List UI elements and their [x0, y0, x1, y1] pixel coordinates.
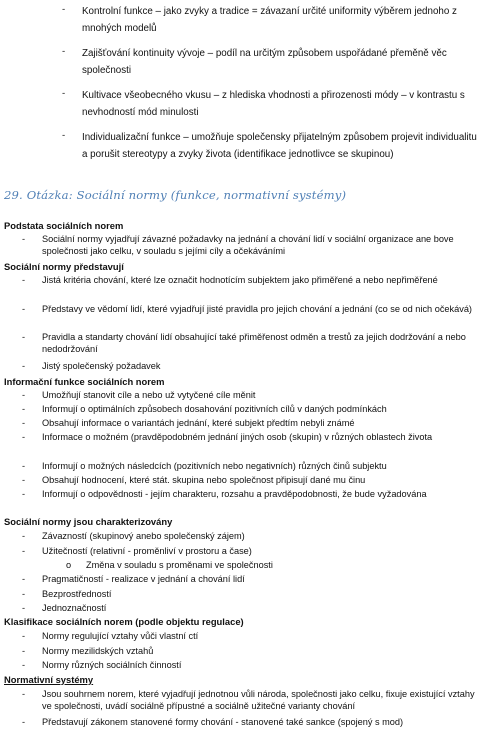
section-title: Informační funkce sociálních norem [4, 376, 165, 387]
list-dash: - [22, 574, 26, 584]
list-item-text: Závazností (skupinový anebo společenský zájem) [42, 531, 245, 541]
list-dash: - [22, 418, 26, 428]
sub-bullet: o [66, 560, 72, 570]
list-item-text: Kultivace všeobecného vkusu – z hlediska vhodnosti a přirozenosti módy – v kontrastu s nevhodností mód minulosti [82, 90, 465, 118]
list-dash: - [62, 88, 66, 99]
list-dash: - [22, 531, 26, 541]
list-item-text: Informují o možných následcích (pozitivních nebo negativních) různých činů subjektu [42, 461, 387, 471]
list-item-text: Představují zákonem stanovené formy chování - stanovené také sankce (spojený s mod) [42, 717, 404, 727]
list-item-text: Informují o optimálních způsobech dosahování pozitivních cílů v daných podmínkách [42, 404, 387, 414]
section-title: Sociální normy představují [4, 261, 124, 272]
section-title: Klasifikace sociálních norem (podle objektu regulace) [4, 616, 244, 627]
list-dash: - [62, 46, 66, 57]
list-dash: - [22, 660, 26, 670]
list-dash: - [22, 275, 26, 285]
list-item-text: Sociální normy vyjadřují závazné požadavky na jednání a chování lidí v sociální organizace ane bove společnosti jako celku, v souladu s jejími cíly a očekáváními [42, 234, 454, 257]
list-item-text: Obsahují informace o variantách jednání, které subjekt předtím nebyli známé [42, 418, 355, 428]
list-item-text: Kontrolní funkce – jako zvyky a tradice = závazaní určité uniformity výběrem jednoho z mnohých modelů [82, 6, 457, 34]
list-dash: - [22, 461, 26, 471]
list-item-text: Informují o odpovědnosti - jejím charakteru, rozsahu a pravděpodobnosti, že bude vyžadována [42, 489, 427, 499]
list-dash: - [22, 475, 26, 485]
list-item-text: Jsou souhrnem norem, které vyjadřují jednotnou vůli národa, společnosti jako celku, fixuje existující vztahy ve společnosti, uvádí sociálně přípustné a sociálně užitečné varianty chování [42, 689, 475, 712]
list-item-text: Zajišťování kontinuity vývoje – podíl na určitým způsobem uspořádané přeměně věc společnosti [82, 48, 447, 76]
list-item-text: Normy regulující vztahy vůči vlastní ctí [42, 631, 199, 641]
list-dash: - [22, 717, 26, 727]
list-dash: - [22, 589, 26, 599]
list-item-text: Normy různých sociálních činností [42, 660, 182, 670]
list-item-text: Normy mezilidských vztahů [42, 646, 154, 656]
list-dash: - [22, 646, 26, 656]
list-dash: - [62, 130, 66, 141]
list-item-text: Užitečností (relativní - proměnliví v prostoru a čase) [42, 546, 252, 556]
list-item-text: Představy ve vědomí lidí, které vyjadřují jisté pravidla pro jejich chování a jednání (co se od nich očekává) [42, 304, 472, 314]
section-title: Sociální normy jsou charakterizovány [4, 516, 173, 527]
list-item-text: Informace o možném (pravděpodobném jednání jiných osob (skupin) v různých oblastech života [42, 432, 433, 442]
list-dash: - [22, 631, 26, 641]
list-item-text: Umožňují stanovit cíle a nebo už vytyčené cíle měnit [42, 390, 256, 400]
list-item-text: Bezprostředností [42, 589, 112, 599]
section-heading: 29. Otázka: Sociální normy (funkce, normativní systémy) [4, 188, 347, 202]
list-item-text: Obsahují hodnocení, které stát. skupina nebo společnost připisují dané mu činu [42, 475, 366, 485]
list-dash: - [22, 234, 26, 244]
list-item-text: Jistý společenský požadavek [42, 361, 161, 371]
list-item-text: Pravidla a standarty chování lidí obsahující také přiměřenost odměn a trestů za jejich dodržování a nebo nedodržování [42, 332, 466, 355]
list-dash: - [22, 390, 26, 400]
list-dash: - [22, 689, 26, 699]
section-title: Normativní systémy [4, 674, 94, 685]
list-item-text: Jistá kritéria chování, které lze označit hodnotícím subjektem jako přiměřené a nebo nepřiměřené [42, 275, 438, 285]
list-dash: - [22, 404, 26, 414]
list-dash: - [22, 489, 26, 499]
list-dash: - [22, 332, 26, 342]
list-item-text: Jednoznačností [42, 603, 107, 613]
list-item-text: Pragmatičností - realizace v jednání a chování lidí [42, 574, 245, 584]
list-item-text: Individualizační funkce – umožňuje společensky přijatelným způsobem projevit individualitu a porušit stereotypy a zvyky života (identifikace jednotlivce se skupinou) [82, 132, 477, 160]
sub-list-item-text: Změna v souladu s proměnami ve společnosti [86, 560, 273, 570]
list-dash: - [22, 546, 26, 556]
section-title: Podstata sociálních norem [4, 220, 124, 231]
list-dash: - [22, 304, 26, 314]
list-dash: - [62, 4, 66, 15]
list-dash: - [22, 603, 26, 613]
list-dash: - [22, 361, 26, 371]
list-dash: - [22, 432, 26, 442]
